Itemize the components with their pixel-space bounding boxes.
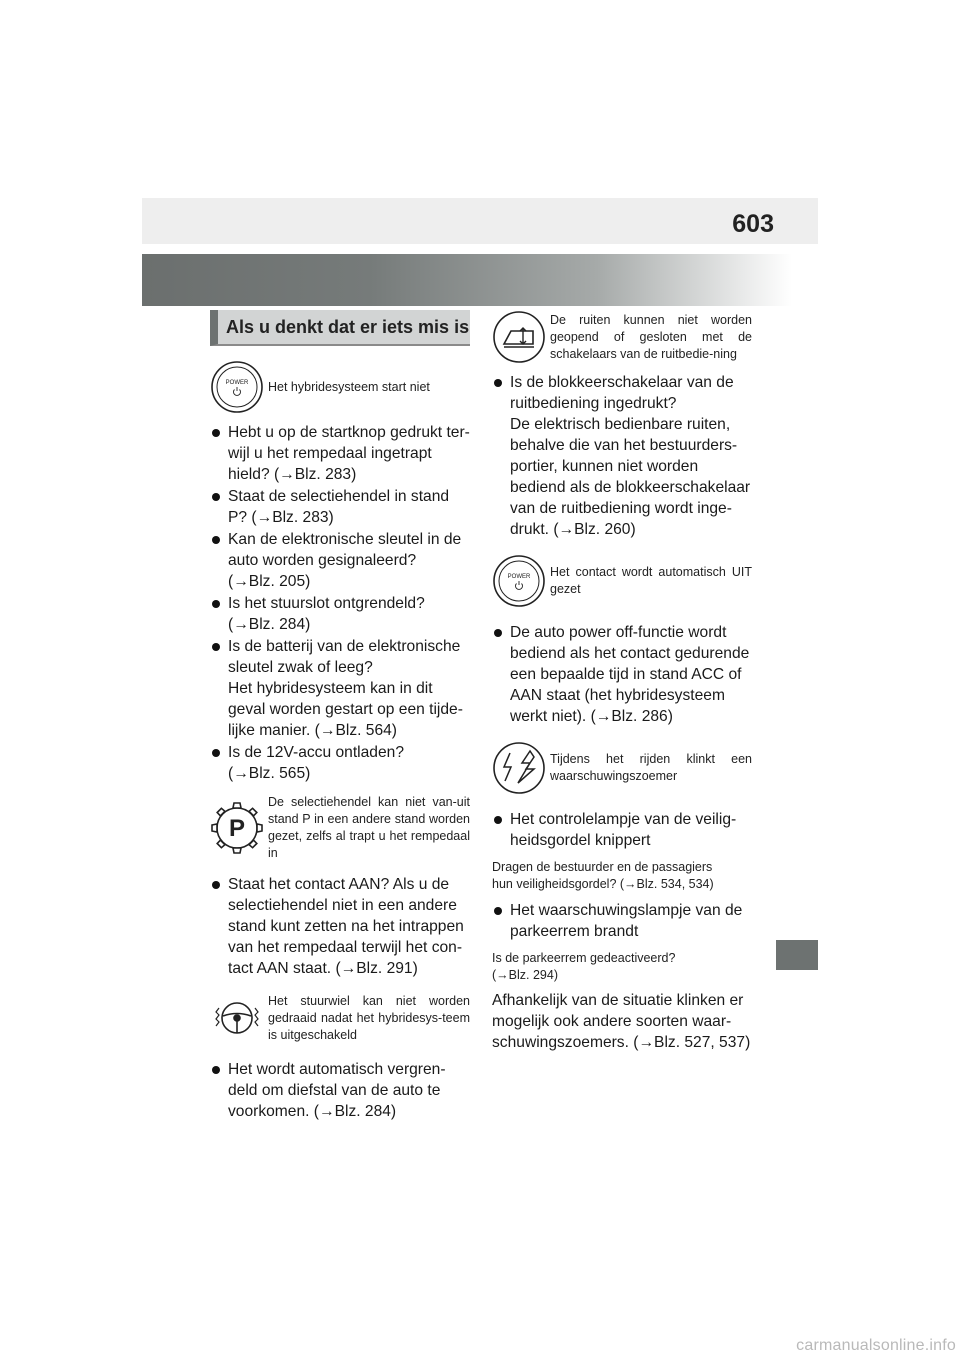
note-seatbelt: Dragen de bestuurder en de passagiers hun veiligheidsgordel? (→Blz. 534, 534) bbox=[492, 860, 714, 891]
watermark: carmanualsonline.info bbox=[796, 1337, 956, 1354]
bullet-list-window-checks bbox=[492, 372, 752, 540]
chapter-gradient-band bbox=[142, 254, 792, 306]
list-item: Staat het contact AAN? Als u de selectiehendel niet in een andere stand kunt zetten na het intrappen van het rempedaal terwijl het con- tact AAN staat. (→Blz. 291) bbox=[210, 874, 470, 979]
symbol-row-shift-lever bbox=[210, 794, 470, 862]
right-column bbox=[492, 310, 752, 1053]
list-item: Is het stuurslot ontgrendeld? (→Blz. 284) bbox=[210, 593, 470, 635]
steering-wheel-icon bbox=[210, 991, 264, 1045]
svg-text:POWER: POWER bbox=[507, 574, 531, 580]
list-item: Is de batterij van de elektronische sleutel zwak of leeg? Het hybridesysteem kan in dit geval worden gestart op een tijde- lijke manier. (→Blz. 564) bbox=[210, 636, 470, 741]
closing-paragraph: Afhankelijk van de situatie klinken er mogelijk ook andere soorten waar- schuwingszoemers. (→Blz. 527, 537) bbox=[492, 992, 751, 1051]
list-item: Het controlelampje van de veilig- heidsgordel knippert bbox=[492, 809, 752, 851]
list-item: Het wordt automatisch vergren- deld om diefstal van de auto te voorkomen. (→Blz. 284) bbox=[210, 1059, 470, 1122]
power-button-icon bbox=[210, 360, 264, 414]
page-header-band bbox=[142, 198, 818, 244]
svg-text:P: P bbox=[228, 815, 246, 842]
bullet-list-start-checks bbox=[210, 422, 470, 784]
chapter-side-tab bbox=[776, 940, 818, 970]
bullet-list-steering-lock bbox=[210, 1059, 470, 1122]
symbol-description: Tijdens het rijden klinkt een waarschuwingszoemer bbox=[550, 752, 752, 783]
svg-text:POWER: POWER bbox=[225, 380, 249, 386]
list-item: Kan de elektronische sleutel in de auto worden gesignaleerd? (→Blz. 205) bbox=[210, 529, 470, 592]
symbol-row-auto-off bbox=[492, 554, 752, 608]
symbol-description: Het contact wordt automatisch UIT gezet bbox=[550, 565, 752, 596]
list-item: Hebt u op de startknop gedrukt ter- wijl u het rempedaal ingetrapt hield? (→Blz. 283) bbox=[210, 422, 470, 485]
symbol-description: De ruiten kunnen niet worden geopend of gesloten met de schakelaars van de ruitbedie-ning bbox=[550, 312, 752, 361]
bullet-seatbelt bbox=[492, 809, 752, 851]
bullet-list-shift-checks bbox=[210, 874, 470, 979]
symbol-row-buzzer bbox=[492, 741, 752, 795]
symbol-description: Het stuurwiel kan niet worden gedraaid nadat het hybridesys-teem is uitgeschakeld bbox=[268, 993, 470, 1042]
symbol-row-hybrid-start bbox=[210, 360, 470, 414]
park-gear-icon bbox=[210, 798, 264, 858]
note-parking-brake: Is de parkeerrem gedeactiveerd? (→Blz. 294) bbox=[492, 951, 676, 982]
bullet-list-auto-off bbox=[492, 622, 752, 727]
list-item: De auto power off-functie wordt bediend als het contact gedurende een bepaalde tijd in stand ACC of AAN staat (het hybridesysteem werkt niet). (→Blz. 286) bbox=[492, 622, 752, 727]
list-item: Is de blokkeerschakelaar van de ruitbediening ingedrukt? De elektrisch bedienbare ruiten, behalve die van het bestuurders- portier, kunnen niet worden bediend als de blokkeerschakelaar van de ruitbediening wordt inge- drukt. (→Blz. 260) bbox=[492, 372, 752, 540]
symbol-row-steering-lock bbox=[210, 991, 470, 1045]
power-window-icon bbox=[492, 310, 546, 364]
list-item: Het waarschuwingslampje van de parkeerrem brandt bbox=[492, 900, 752, 942]
list-item: Staat de selectiehendel in stand P? (→Blz. 283) bbox=[210, 486, 470, 528]
symbol-description: De selectiehendel kan niet van-uit stand P in een andere stand worden gezet, zelfs al trapt u het rempedaal in bbox=[268, 795, 470, 860]
bullet-parking-brake bbox=[492, 900, 752, 942]
warning-buzzer-icon bbox=[492, 741, 546, 795]
section-heading: Als u denkt dat er iets mis is bbox=[210, 310, 470, 346]
page-number: 603 bbox=[732, 210, 774, 238]
list-item: Is de 12V-accu ontladen? (→Blz. 565) bbox=[210, 742, 470, 784]
power-button-icon bbox=[492, 554, 546, 608]
symbol-row-windows bbox=[492, 310, 752, 364]
symbol-description: Het hybridesysteem start niet bbox=[268, 379, 430, 394]
left-column bbox=[210, 310, 470, 1123]
